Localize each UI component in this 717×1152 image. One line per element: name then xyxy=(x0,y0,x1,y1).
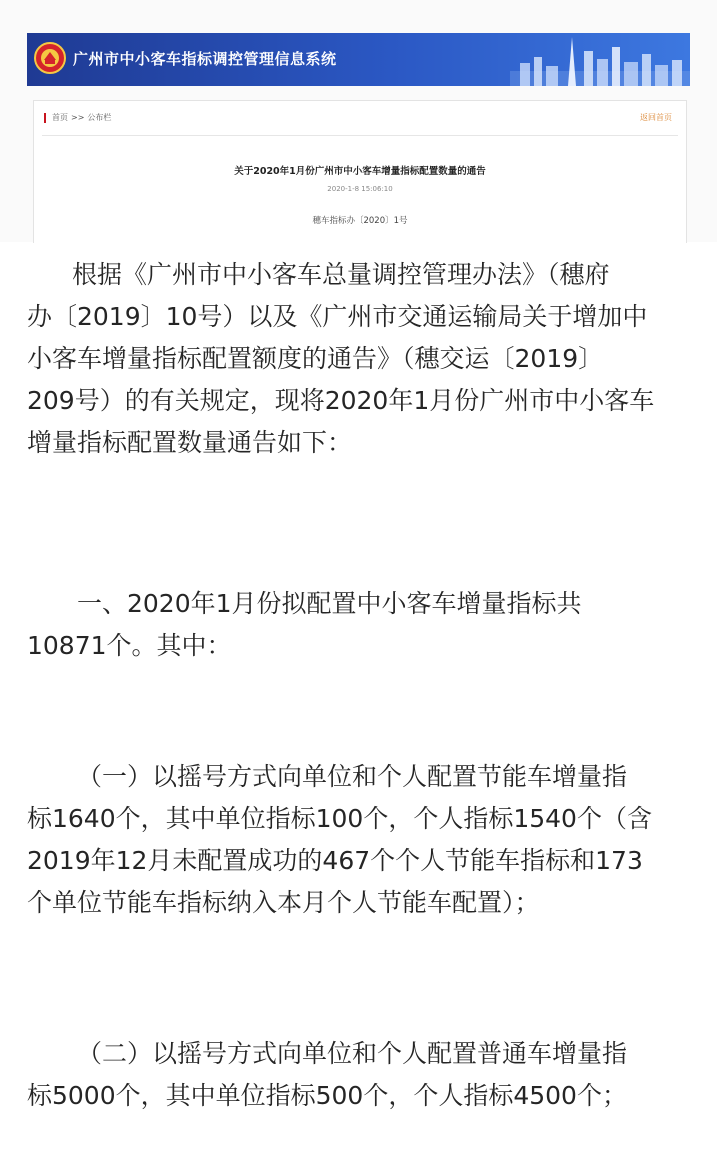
paragraph-line: 办〔2019〕10号）以及《广州市交通运输局关于增加中 xyxy=(27,302,648,331)
paragraph-line: 标1640个，其中单位指标100个，个人指标1540个（含 xyxy=(27,804,652,833)
item-one-paragraph xyxy=(27,756,652,924)
breadcrumb-current[interactable]: 公布栏 xyxy=(87,113,112,122)
paragraph-line: （一）以摇号方式向单位和个人配置节能车增量指 xyxy=(77,762,628,791)
paragraph-line: （二）以摇号方式向单位和个人配置普通车增量指 xyxy=(77,1039,628,1068)
city-skyline-icon xyxy=(510,33,690,86)
site-banner xyxy=(27,33,690,86)
site-title: 广州市中小客车指标调控管理信息系统 xyxy=(73,50,337,68)
section-one-paragraph xyxy=(27,583,582,667)
notice-panel xyxy=(33,100,687,243)
website-screenshot xyxy=(0,0,717,242)
breadcrumb-home-link[interactable]: 首页 xyxy=(52,113,68,122)
divider xyxy=(42,135,678,136)
back-home-link[interactable]: 返回首页 xyxy=(640,113,672,122)
notice-document-number: 穗车指标办〔2020〕1号 xyxy=(312,216,408,226)
paragraph-line: 2019年12月未配置成功的467个个人节能车指标和173 xyxy=(27,846,643,875)
paragraph-line: 209号）的有关规定，现将2020年1月份广州市中小客车 xyxy=(27,386,655,415)
breadcrumb xyxy=(44,113,111,123)
city-emblem-icon xyxy=(33,41,67,75)
paragraph-line: 个单位节能车指标纳入本月个人节能车配置）； xyxy=(27,888,540,917)
paragraph-line: 增量指标配置数量通告如下： xyxy=(27,428,353,457)
notice-title: 关于2020年1月份广州市中小客车增量指标配置数量的通告 xyxy=(234,166,486,177)
intro-paragraph xyxy=(27,254,654,464)
notice-date: 2020-1-8 15:06:10 xyxy=(327,185,393,193)
paragraph-line: 小客车增量指标配置额度的通告》（穗交运〔2019〕 xyxy=(27,344,604,373)
item-two-paragraph xyxy=(27,1033,627,1117)
paragraph-line: 标5000个，其中单位指标500个，个人指标4500个； xyxy=(27,1081,627,1110)
paragraph-line: 一、2020年1月份拟配置中小客车增量指标共 xyxy=(77,589,582,618)
breadcrumb-separator: >> xyxy=(71,113,85,122)
paragraph-line: 根据《广州市中小客车总量调控管理办法》（穗府 xyxy=(72,260,610,289)
paragraph-line: 10871个。其中： xyxy=(27,631,232,660)
